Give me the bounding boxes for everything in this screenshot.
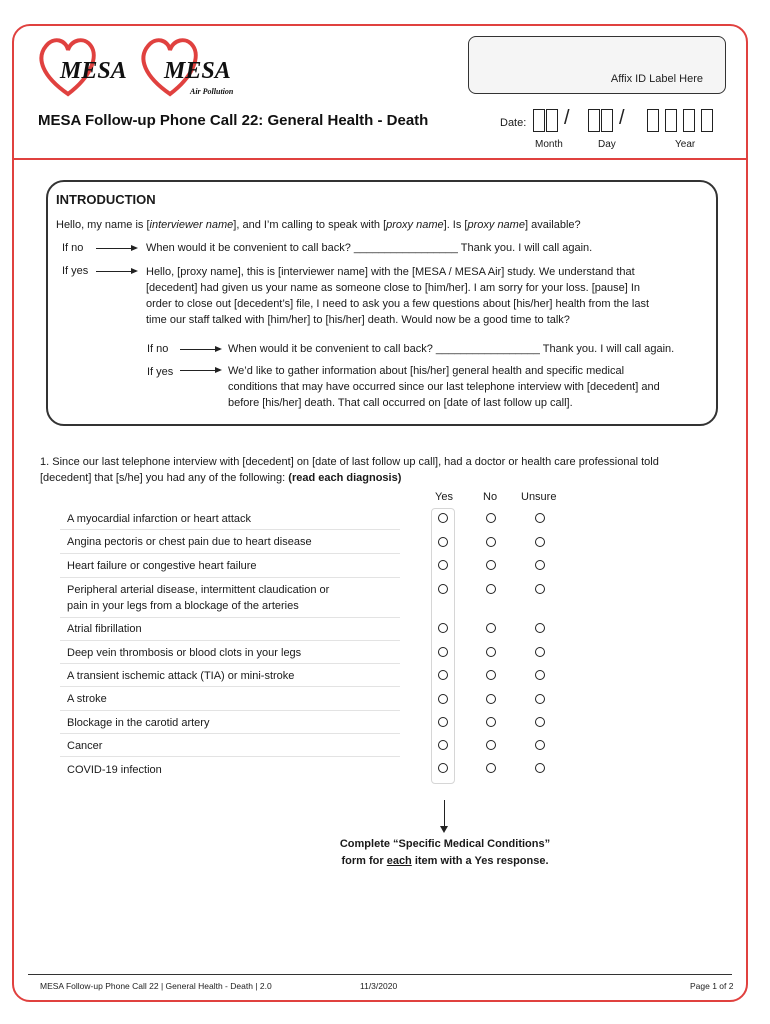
question-text: 1. Since our last telephone interview with [decedent] on [date of last follow up call], had a doctor or health care professional told xyxy=(40,456,659,468)
radio-yes[interactable] xyxy=(438,647,448,657)
arrow-right-icon xyxy=(96,248,136,249)
diagnosis-label: COVID-19 infection xyxy=(67,764,162,776)
introduction-heading: INTRODUCTION xyxy=(56,192,156,207)
date-year-box-1[interactable] xyxy=(647,109,659,132)
footer-divider xyxy=(28,974,732,975)
row-divider xyxy=(60,640,400,641)
diagnosis-label: Deep vein thrombosis or blood clots in your legs xyxy=(67,647,302,659)
row-divider xyxy=(60,617,400,618)
radio-unsure[interactable] xyxy=(535,647,545,657)
yes2-script-line: before [his/her] death. That call occurred on [date of last follow up call]. xyxy=(228,397,573,409)
date-year-box-2[interactable] xyxy=(665,109,677,132)
callback-text: When would it be convenient to call back? _________________ Thank you. I will call again. xyxy=(228,343,675,355)
footer-form-name: MESA Follow-up Phone Call 22 | General Health - Death | 2.0 xyxy=(40,981,272,991)
radio-no[interactable] xyxy=(486,763,496,773)
row-divider xyxy=(60,663,400,664)
row-divider xyxy=(60,686,400,687)
radio-yes[interactable] xyxy=(438,717,448,727)
diagnosis-label: Atrial fibrillation xyxy=(67,623,142,635)
radio-unsure[interactable] xyxy=(535,560,545,570)
yes2-script-line: conditions that may have occurred since our last telephone interview with [decedent] and xyxy=(228,381,660,393)
arrow-down-icon-head xyxy=(440,826,448,833)
diagnosis-label: Angina pectoris or chest pain due to heart disease xyxy=(67,536,312,548)
logo-text-left: MESA xyxy=(60,58,127,84)
diagnosis-label: Cancer xyxy=(67,740,103,752)
row-divider xyxy=(60,710,400,711)
if-yes-label: If yes xyxy=(62,265,89,277)
radio-unsure[interactable] xyxy=(535,513,545,523)
row-divider xyxy=(60,529,400,530)
diagnosis-label: Heart failure or congestive heart failure xyxy=(67,560,257,572)
radio-unsure[interactable] xyxy=(535,670,545,680)
radio-no[interactable] xyxy=(486,560,496,570)
affix-label: Affix ID Label Here xyxy=(610,73,703,85)
date-year-box-3[interactable] xyxy=(683,109,695,132)
radio-no[interactable] xyxy=(486,694,496,704)
radio-no[interactable] xyxy=(486,717,496,727)
radio-yes[interactable] xyxy=(438,670,448,680)
header-divider xyxy=(12,158,748,160)
diagnosis-label: A transient ischemic attack (TIA) or mini-stroke xyxy=(67,670,295,682)
radio-yes[interactable] xyxy=(438,513,448,523)
radio-no[interactable] xyxy=(486,647,496,657)
radio-unsure[interactable] xyxy=(535,763,545,773)
mesa-logo xyxy=(38,36,258,98)
row-divider xyxy=(60,733,400,734)
complete-form-note: Complete “Specific Medical Conditions” form for each item with a Yes response. xyxy=(339,838,551,867)
radio-no[interactable] xyxy=(486,584,496,594)
year-caption: Year xyxy=(675,139,696,150)
arrow-right-icon xyxy=(96,271,136,272)
radio-no[interactable] xyxy=(486,670,496,680)
if-no-label: If no xyxy=(147,343,169,355)
radio-yes[interactable] xyxy=(438,623,448,633)
column-header-yes: Yes xyxy=(435,491,453,503)
row-divider xyxy=(60,756,400,757)
day-caption: Day xyxy=(598,139,616,150)
diagnosis-label: Peripheral arterial disease, intermittent claudication or xyxy=(67,584,330,596)
row-divider xyxy=(60,577,400,578)
yes-script-line: order to close out [decedent’s] file, I need to ask you a few questions about [his/her] health from the last xyxy=(146,298,650,310)
footer-page-number: Page 1 of 2 xyxy=(690,981,734,991)
yes-script-line: [decedent] had given us your name as someone close to [him/her]. I am sorry for your loss. [pause] In xyxy=(146,282,641,294)
radio-no[interactable] xyxy=(486,513,496,523)
date-slash: / xyxy=(619,107,625,129)
radio-no[interactable] xyxy=(486,623,496,633)
radio-yes[interactable] xyxy=(438,740,448,750)
date-day-box-1[interactable] xyxy=(588,109,600,132)
radio-no[interactable] xyxy=(486,740,496,750)
page-title: MESA Follow-up Phone Call 22: General Health - Death xyxy=(38,112,429,129)
logo-subtitle: Air Pollution xyxy=(190,87,234,96)
arrow-right-icon xyxy=(180,370,220,371)
arrow-down-icon xyxy=(444,800,445,828)
month-caption: Month xyxy=(535,139,563,150)
radio-unsure[interactable] xyxy=(535,584,545,594)
if-no-label: If no xyxy=(62,242,84,254)
radio-unsure[interactable] xyxy=(535,694,545,704)
radio-yes[interactable] xyxy=(438,560,448,570)
radio-yes[interactable] xyxy=(438,763,448,773)
diagnosis-label: Blockage in the carotid artery xyxy=(67,717,210,729)
radio-unsure[interactable] xyxy=(535,623,545,633)
radio-unsure[interactable] xyxy=(535,537,545,547)
radio-yes[interactable] xyxy=(438,584,448,594)
question-text-line2: [decedent] that [s/he] you had any of the following: (read each diagnosis) xyxy=(40,472,402,484)
date-day-box-2[interactable] xyxy=(601,109,613,132)
yes-script-line: Hello, [proxy name], this is [interviewer name] with the [MESA / MESA Air] study. We understand that xyxy=(146,266,635,278)
diagnosis-label: A myocardial infarction or heart attack xyxy=(67,513,252,525)
logo-text-right: MESA xyxy=(164,58,231,84)
radio-unsure[interactable] xyxy=(535,717,545,727)
date-month-box-1[interactable] xyxy=(533,109,545,132)
date-slash: / xyxy=(564,107,570,129)
date-month-box-2[interactable] xyxy=(546,109,558,132)
radio-yes[interactable] xyxy=(438,694,448,704)
column-header-no: No xyxy=(483,491,498,503)
diagnosis-label: pain in your legs from a blockage of the arteries xyxy=(67,600,299,612)
row-divider xyxy=(60,553,400,554)
yes-script-line: time our staff talked with [him/her] to [his/her] death. Would now be a good time to talk? xyxy=(146,314,570,326)
radio-unsure[interactable] xyxy=(535,740,545,750)
diagnosis-label: A stroke xyxy=(67,693,107,705)
radio-yes[interactable] xyxy=(438,537,448,547)
arrow-right-icon xyxy=(180,349,220,350)
column-header-unsure: Unsure xyxy=(521,491,557,503)
date-label: Date: xyxy=(500,117,527,129)
affix-id-box[interactable] xyxy=(468,36,726,94)
footer-date: 11/3/2020 xyxy=(360,981,398,991)
date-year-box-4[interactable] xyxy=(701,109,713,132)
radio-no[interactable] xyxy=(486,537,496,547)
if-yes-label: If yes xyxy=(147,366,174,378)
yes2-script-line: We’d like to gather information about [his/her] general health and specific medical xyxy=(228,365,625,377)
callback-text: When would it be convenient to call back? _________________ Thank you. I will call again. xyxy=(146,242,593,254)
greeting-text: Hello, my name is [interviewer name], and I’m calling to speak with [proxy name]. Is [proxy name] available? xyxy=(56,219,581,231)
